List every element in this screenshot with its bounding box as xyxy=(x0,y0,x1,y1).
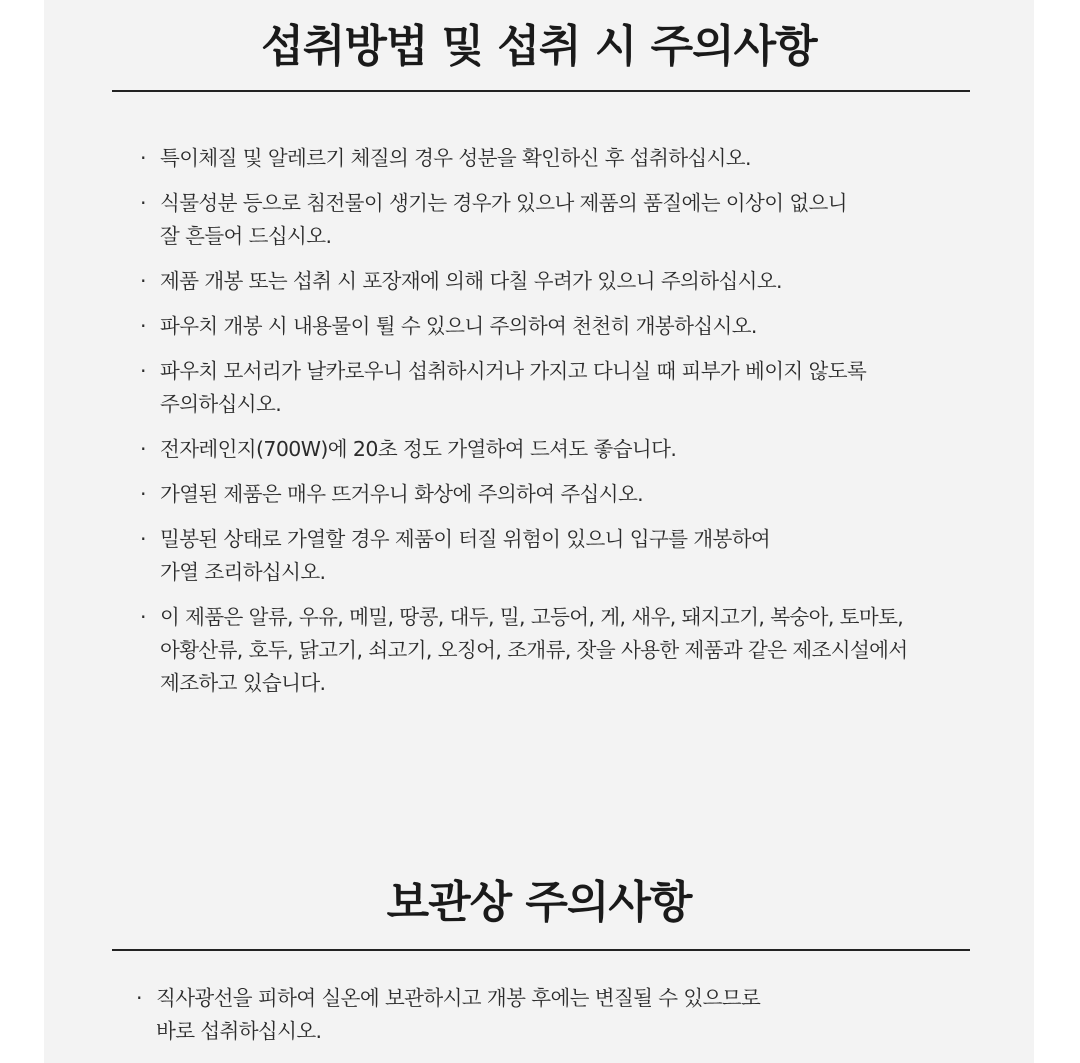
list-item-text: 파우치 모서리가 날카로우니 섭취하시거나 가지고 다니실 때 피부가 베이지 않도록 주의하십시오. xyxy=(160,359,867,416)
bullet-marker: · xyxy=(136,986,142,1010)
list-item xyxy=(136,982,760,1048)
list-item-text: 전자레인지(700W)에 20초 정도 가열하여 드셔도 좋습니다. xyxy=(160,437,677,461)
list-item xyxy=(140,478,908,511)
list-item xyxy=(140,523,908,589)
intake-precautions-list xyxy=(140,142,908,700)
list-item xyxy=(140,433,908,466)
storage-precautions-title: 보관상 주의사항 xyxy=(386,877,692,928)
bullet-marker: · xyxy=(140,359,146,383)
list-item-text: 직사광선을 피하여 실온에 보관하시고 개봉 후에는 변질될 수 있으므로 바로 섭취하십시오. xyxy=(156,986,761,1043)
list-item xyxy=(140,142,908,175)
list-item-text: 식물성분 등으로 침전물이 생기는 경우가 있으나 제품의 품질에는 이상이 없으니 잘 흔들어 드십시오. xyxy=(160,191,847,248)
bullet-marker: · xyxy=(140,527,146,551)
product-notice-page xyxy=(44,0,1034,1063)
bullet-marker: · xyxy=(140,605,146,629)
list-item-text: 가열된 제품은 매우 뜨거우니 화상에 주의하여 주십시오. xyxy=(160,482,644,506)
bullet-marker: · xyxy=(140,482,146,506)
list-item-text: 이 제품은 알류, 우유, 메밀, 땅콩, 대두, 밀, 고등어, 게, 새우, 돼지고기, 복숭아, 토마토, 아황산류, 호두, 닭고기, 쇠고기, 오징어, 조개류, 잣을 사용한 제품과 같은 제조시설에서 제조하고 있습니다. xyxy=(160,605,908,695)
bullet-marker: · xyxy=(140,191,146,215)
list-item xyxy=(140,187,908,253)
list-item-text: 특이체질 및 알레르기 체질의 경우 성분을 확인하신 후 섭취하십시오. xyxy=(160,146,751,170)
intake-precautions-title: 섭취방법 및 섭취 시 주의사항 xyxy=(261,21,817,72)
storage-precautions-list xyxy=(136,982,760,1048)
list-item xyxy=(140,310,908,343)
list-item-text: 밀봉된 상태로 가열할 경우 제품이 터질 위험이 있으니 입구를 개봉하여 가열 조리하십시오. xyxy=(160,527,771,584)
title-divider xyxy=(112,949,970,951)
bullet-marker: · xyxy=(140,314,146,338)
title-divider xyxy=(112,90,970,92)
bullet-marker: · xyxy=(140,269,146,293)
list-item xyxy=(140,355,908,421)
list-item xyxy=(140,601,908,700)
bullet-marker: · xyxy=(140,437,146,461)
bullet-marker: · xyxy=(140,146,146,170)
list-item-text: 제품 개봉 또는 섭취 시 포장재에 의해 다칠 우려가 있으니 주의하십시오. xyxy=(160,269,782,293)
list-item-text: 파우치 개봉 시 내용물이 튈 수 있으니 주의하여 천천히 개봉하십시오. xyxy=(160,314,757,338)
list-item xyxy=(140,265,908,298)
